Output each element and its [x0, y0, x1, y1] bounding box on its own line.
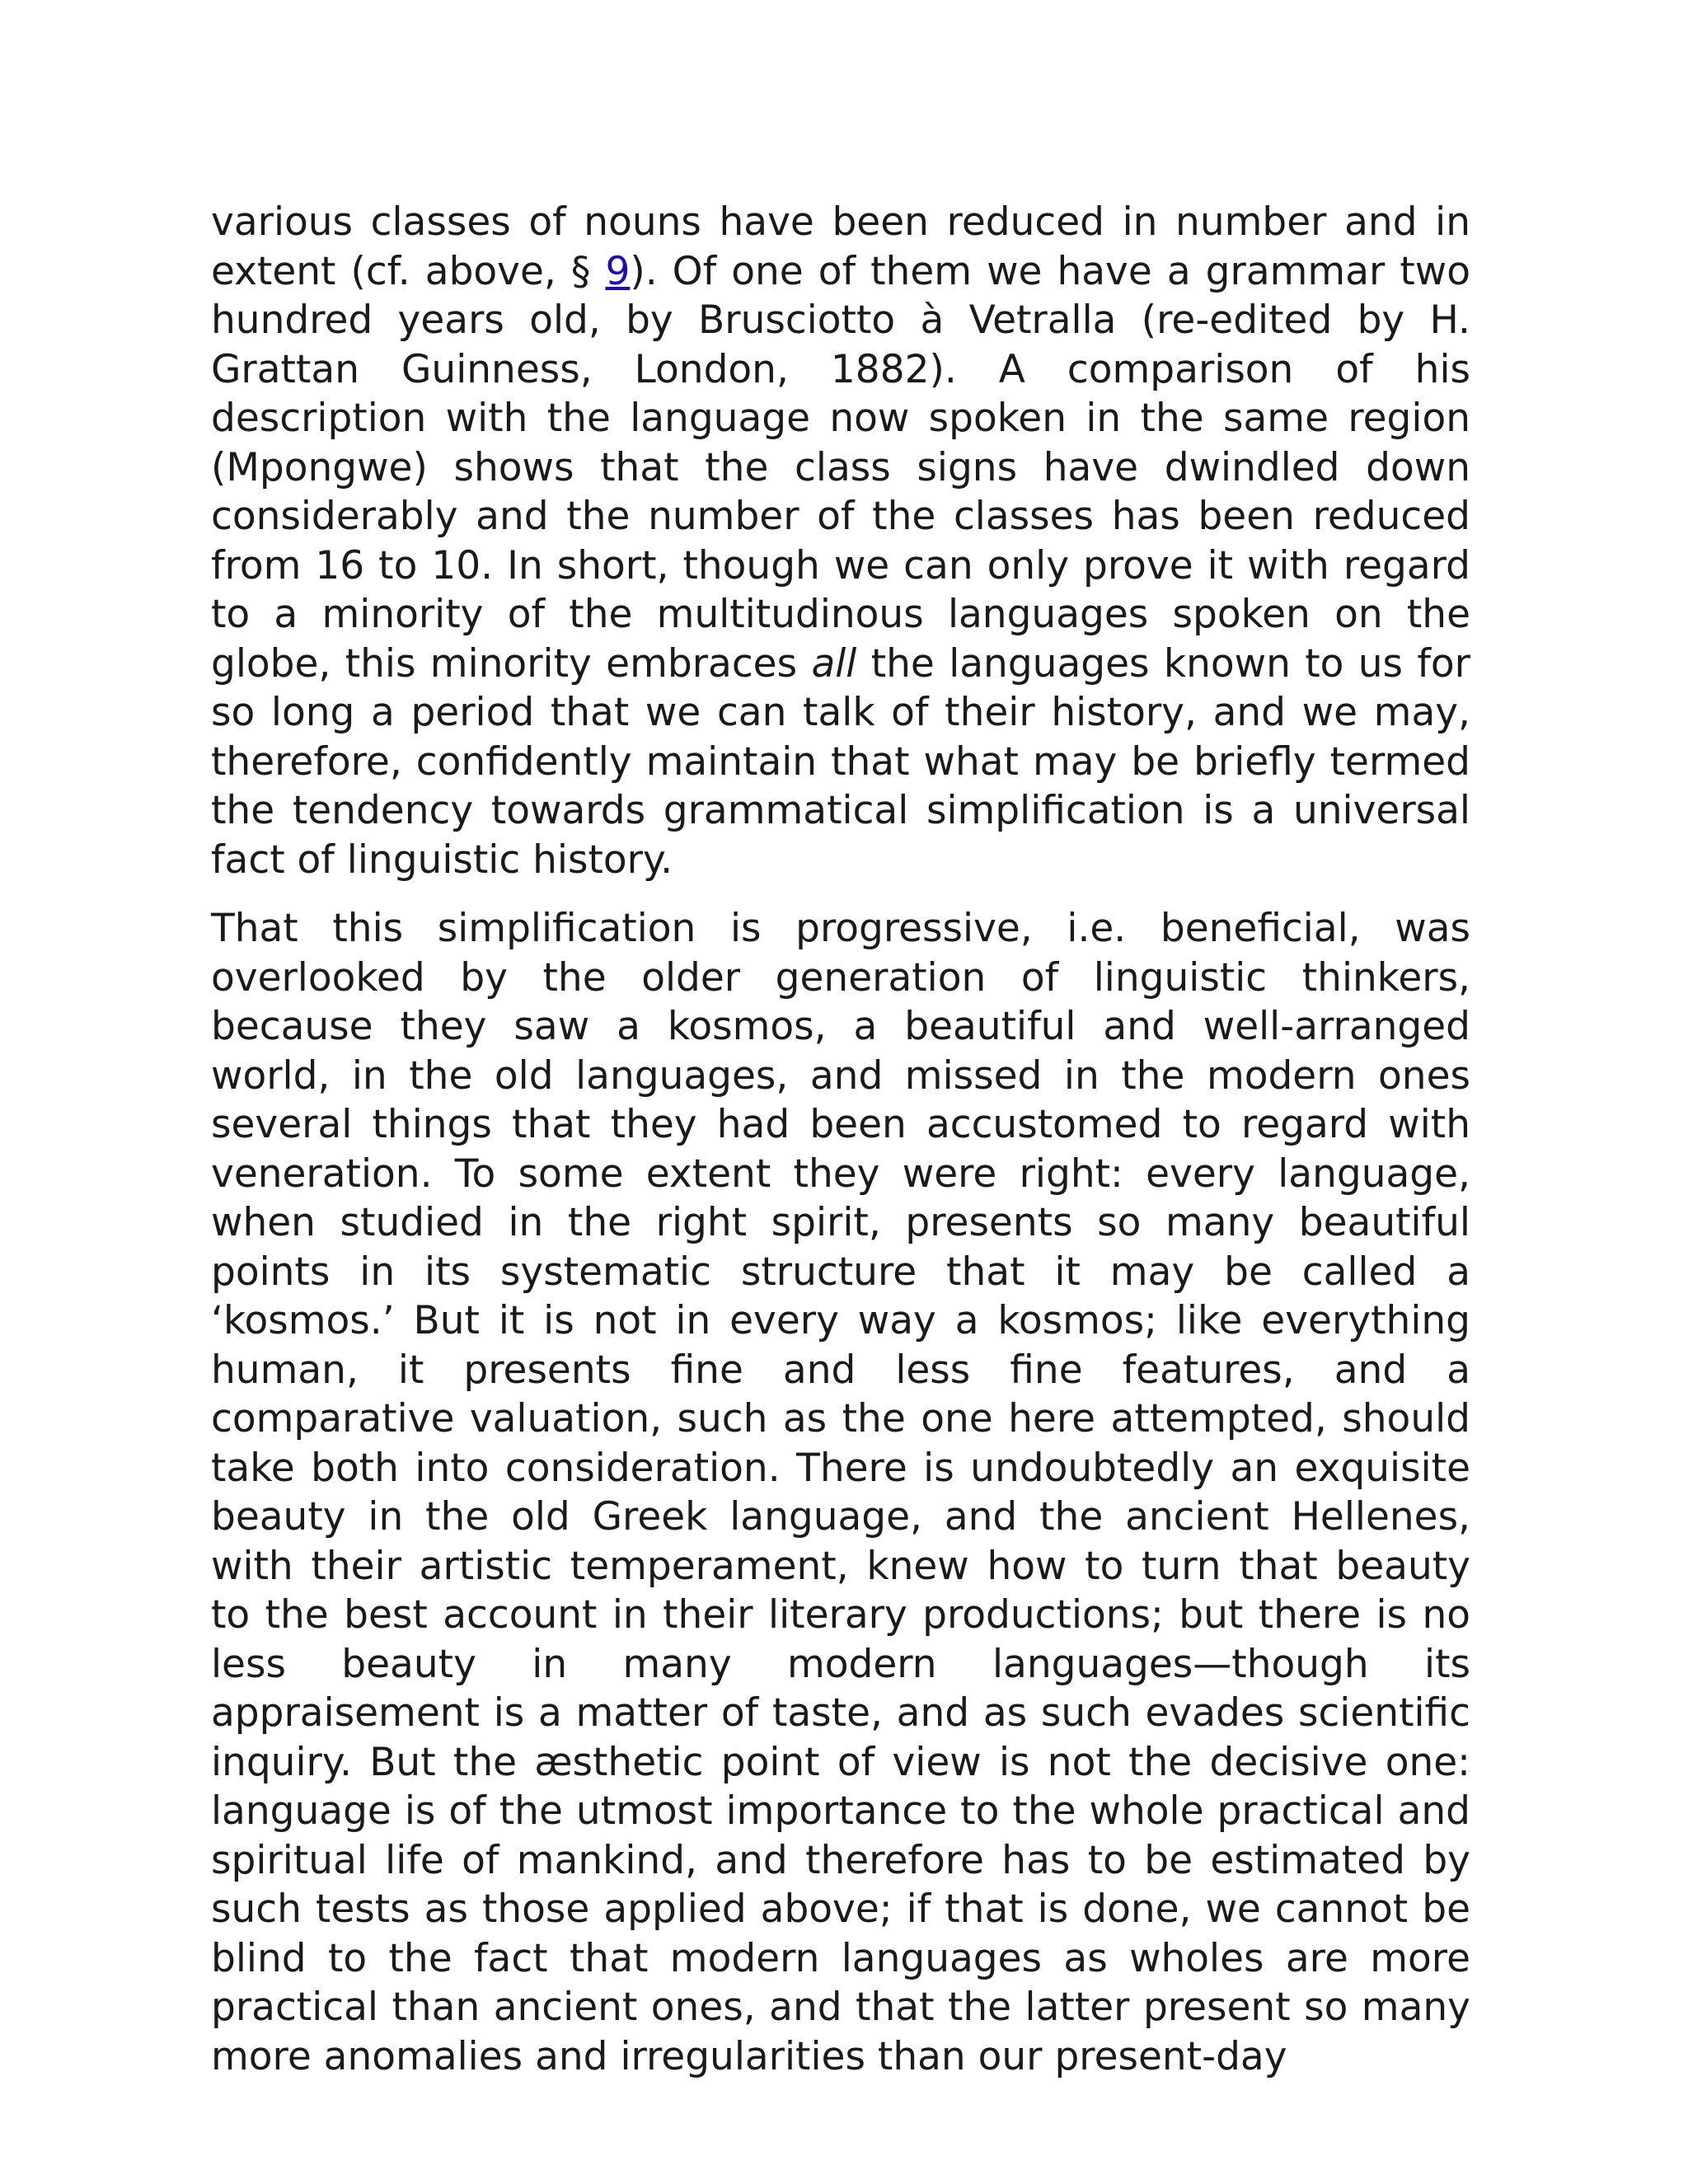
paragraph-text: That this simplification is progressive, i.e. beneficial, was overlooked by the older generation of linguistic thinkers, because they saw a kosmos, a beautiful and well-arranged world, in the old languages, and missed in the modern ones several things that they had been accustomed to regard with veneration. To some extent they were right: every language, when studied in the right spirit, presents so many beautiful points in its systematic structure that it may be called a ‘kosmos.’ But it is not in every way a kosmos; like everything human, it presents fine and less fine features, and a comparative valuation, such as the one here attempted, should take both into consideration. There is undoubtedly an exquisite beauty in the old Greek language, and the ancient Hellenes, with their artistic temperament, knew how to turn that beauty to the best account in their literary productions; but there is no less beauty in many modern languages—though its appraisement is a matter of taste, and as such evades scientific inquiry. But the æsthetic point of view is not the decisive one: language is of the utmost importance to the whole practical and spiritual life of mankind, and therefore has to be estimated by such tests as those applied above; if that is done, we cannot be blind to the fact that modern languages as wholes are more practical than ancient ones, and that the latter present so many more anomalies and irregularities than our present-day — [211, 906, 1470, 2079]
paragraph-text: ). Of one of them we have a grammar two hundred years old, by Brusciotto à Vetralla (re-edited by H. Grattan Guinness, London, 1882). A comparison of his description with the language now spoken in the same region (Mpongwe) shows that the class signs have dwindled down considerably and the number of the classes has been reduced from 16 to 10. In short, though we can only prove it with regard to a minority of the multitudinous languages spoken on the globe, this minority embraces — [211, 248, 1470, 687]
emphasis-all: all — [811, 640, 857, 687]
paragraph-text: the languages known to us for so long a period that we can talk of their history, and we may, therefore, confidently maintain that what may be briefly termed the tendency towards grammatical simplification is a universal fact of linguistic history. — [211, 640, 1470, 883]
paragraph-1 — [211, 198, 1470, 884]
body-text — [211, 198, 1470, 2081]
paragraph-text: various classes of nouns have been reduced in number and in extent (cf. above, § — [211, 199, 1470, 294]
paragraph-2 — [211, 904, 1470, 2081]
section-9-link[interactable]: 9 — [605, 248, 631, 294]
